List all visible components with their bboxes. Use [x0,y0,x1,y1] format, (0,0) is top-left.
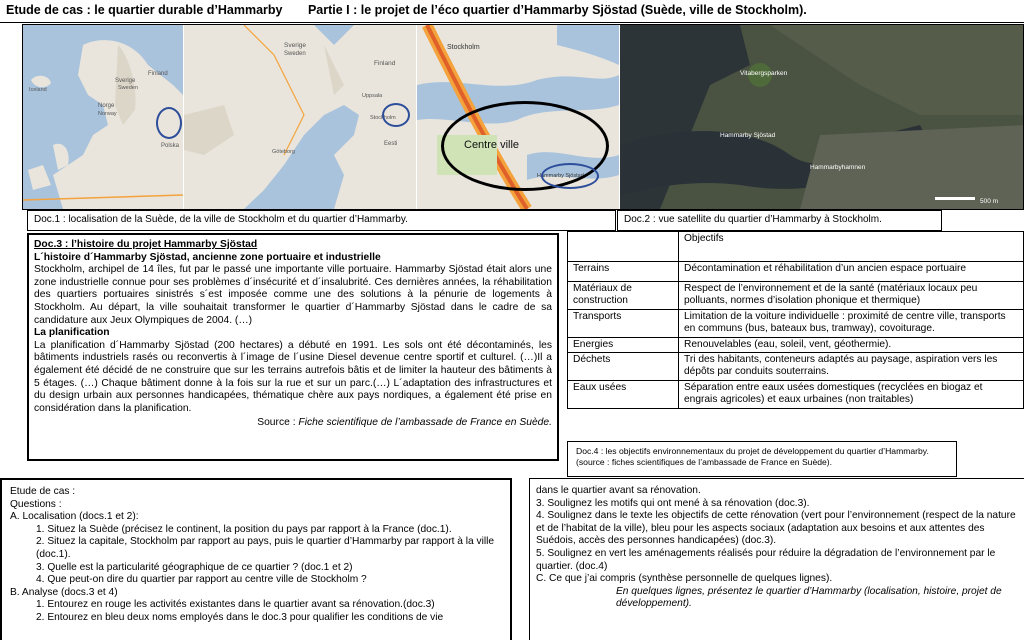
question-item: 3. Soulignez les motifs qui ont mené à sa rénovation (doc.3). [536,497,810,509]
question-item: 1. Situez la Suède (précisez le continent, la position du pays par rapport à la France (doc.1). [36,523,452,535]
source-label: Source : [257,417,299,429]
map3-label: Stockholm [447,44,480,51]
doc3-source [34,417,552,430]
map2-label: Göteborg [272,149,295,155]
synthesis-instruction: En quelques lignes, présentez le quartier d’Hammarby (localisation, histoire, projet de développement). [616,585,1002,610]
map1-label: Norge [98,103,115,109]
question-item: dans le quartier avant sa rénovation. [536,485,701,496]
map1-label: Sweden [118,85,138,91]
table-value: Limitation de la voiture individuelle : proximité de centre ville, transports en communs (bus, bateaux bus, tramway), covoiturage. [679,309,1024,337]
table-row [568,282,1024,310]
questions-right [529,478,1024,640]
doc3-paragraph: La planification d´Hammarby Sjöstad (200 hectares) a débuté en 1991. Les sols ont été décontaminés, les bâtiments industriels rasés ou reconvertis à l´image de l´usine Diesel devenue centre sportif et culturel. (…)Il a également été décidé de ne construire que sur les terrains autrefois bâtis et de limiter la hauteur des bâtiments à 5 étages. (…) Chaque bâtiment donne à la fois sur la rue et sur un parc.(…) L´adaptation des infrastructures et du design urbain aux personnes handicapées, thématique chère aux pays nordiques, a également été prise en considération dans la planification. [34,339,552,414]
table-row [568,309,1024,337]
map2-label: Finland [374,60,396,67]
sweden-marker-circle [156,107,182,139]
doc3-title: Doc.3 : l’histoire du projet Hammarby Sjöstad [34,239,258,250]
map-europe [23,25,183,209]
map3-label: Hammarby Sjöstad [537,173,584,179]
map-sweden [184,25,416,209]
question-item: 4. Que peut-on dire du quartier par rapport au centre ville de Stockholm ? [36,574,367,586]
doc3-heading: La planification [34,327,110,339]
map-strip [22,24,1024,210]
table-key: Matériaux de construction [568,282,679,310]
table-value: Respect de l’environnement et de la santé (matériaux locaux peu polluants, normes d’isolation phonique et thermique) [679,282,1024,310]
questions-label: Questions : [10,498,62,510]
title-part2: Partie I : le projet de l’éco quartier d’Hammarby Sjöstad (Suède, ville de Stockholm). [307,3,807,17]
question-item: 1. Entourez en rouge les activités existantes dans le quartier avant sa rénovation.(doc.3) [36,599,435,611]
doc3-subtitle: L´histoire d´Hammarby Sjöstad, ancienne zone portuaire et industrielle [34,251,381,263]
doc1-caption: Doc.1 : localisation de la Suède, de la ville de Stockholm et du quartier d’Hammarby. [27,210,616,231]
table-value: Séparation entre eaux usées domestiques (recyclées en biogaz et engrais agricoles) et eaux urbaines (non traitables) [679,380,1024,408]
question-item: 2. Situez la capitale, Stockholm par rapport au pays, puis le quartier d’Hammarby par rapport à la ville (doc.1). [36,536,495,560]
table-row [568,380,1024,408]
map1-label: Iceland [29,87,47,93]
map1-label: Finland [148,71,168,77]
page-title [6,3,807,17]
title-divider [0,22,1024,23]
table-key: Energies [568,337,679,352]
map2-label: Uppsala [362,93,383,99]
question-item: 4. Soulignez dans le texte les objectifs de cette rénovation (vert pour l’environnement (respect de la nature et de l’habitat de la ville), bleu pour les aspects sociaux (adaptation aux besoins et aux attentes des Suédois, accès des personnes handicapées) (doc.3). [536,510,1016,547]
table-row [568,337,1024,352]
doc3-box [27,233,559,461]
doc3-paragraph: Stockholm, archipel de 14 îles, fut par le passé une importante ville portuaire. Hammarby Sjöstad était alors une zone industrielle connue pour ses problèmes d´insécurité et d´insalubrité. Ces dernières années, la réhabilitation des quartiers portuaires sinistrés s´est imposée comme une des solutions à la pénurie de logements à Stockholm. Au départ, la ville souhaitait transformer le quartier d´Hammarby Sjöstad dans le cadre de sa candidature aux Jeux Olympiques de 2004. (…) [34,264,552,326]
map4-label: Hammarbyhamnen [810,164,866,171]
map4-label: Vitabergsparken [740,70,788,77]
table-header-row [568,232,1024,262]
map-satellite [620,25,1024,209]
source-title: Fiche scientifique de l’ambassade de France en Suède. [298,417,552,429]
table-cell [568,232,679,262]
map2-label: Eesti [384,141,398,147]
title-part1: Etude de cas : le quartier durable d’Hammarby [6,3,283,17]
questions-left [0,478,512,640]
sweden-map-image [184,25,416,209]
question-item: 2. Entourez en bleu deux noms employés dans le doc.3 pour qualifier les conditions de vie [36,611,444,623]
satellite-image [620,25,1024,209]
question-item: 5. Soulignez en vert les aménagements réalisés pour réduire la dégradation de l’environnement par le quartier. (doc.4) [536,547,996,572]
table-key: Transports [568,309,679,337]
map1-label: Norway [98,111,117,117]
table-key: Déchets [568,353,679,381]
table-key: Eaux usées [568,380,679,408]
doc4-caption: Doc.4 : les objectifs environnementaux du projet de développement du quartier d’Hammarby. (source : fiches scientifiques de l’ambassade de France en Suède). [567,441,957,477]
map4-label: Hammarby Sjöstad [720,132,776,139]
map2-label: Stockholm [370,115,396,121]
table-header: Objectifs [679,232,1024,262]
map-stockholm [417,25,619,209]
scale-label: 500 m [980,198,999,205]
stockholm-marker-circle [382,103,410,127]
map1-label: Sverige [115,78,136,84]
section-heading: A. Localisation (docs.1 et 2): [10,511,139,523]
map2-label: Sverige [284,42,307,49]
table-value: Renouvelables (eau, soleil, vent, géothermie). [679,337,1024,352]
doc2-caption: Doc.2 : vue satellite du quartier d’Hammarby à Stockholm. [617,210,942,231]
table-row [568,262,1024,282]
table-key: Terrains [568,262,679,282]
hammarby-marker-circle [541,163,599,189]
map1-label: Polska [161,143,180,149]
case-study-label: Etude de cas : [10,486,76,497]
map2-label: Sweden [284,51,306,57]
table-row [568,353,1024,381]
objectives-table [567,231,1024,409]
question-item: 3. Quelle est la particularité géographique de ce quartier ? (doc.1 et 2) [36,561,353,573]
section-heading: B. Analyse (docs.3 et 4) [10,586,118,598]
city-centre-label: Centre ville [464,139,520,151]
table-value: Décontamination et réhabilitation d’un ancien espace portuaire [679,262,1024,282]
section-heading: C. Ce que j’ai compris (synthèse personnelle de quelques lignes). [536,573,833,585]
table-value: Tri des habitants, conteneurs adaptés au paysage, aspiration vers les dépôts par conduits souterrains. [679,353,1024,381]
